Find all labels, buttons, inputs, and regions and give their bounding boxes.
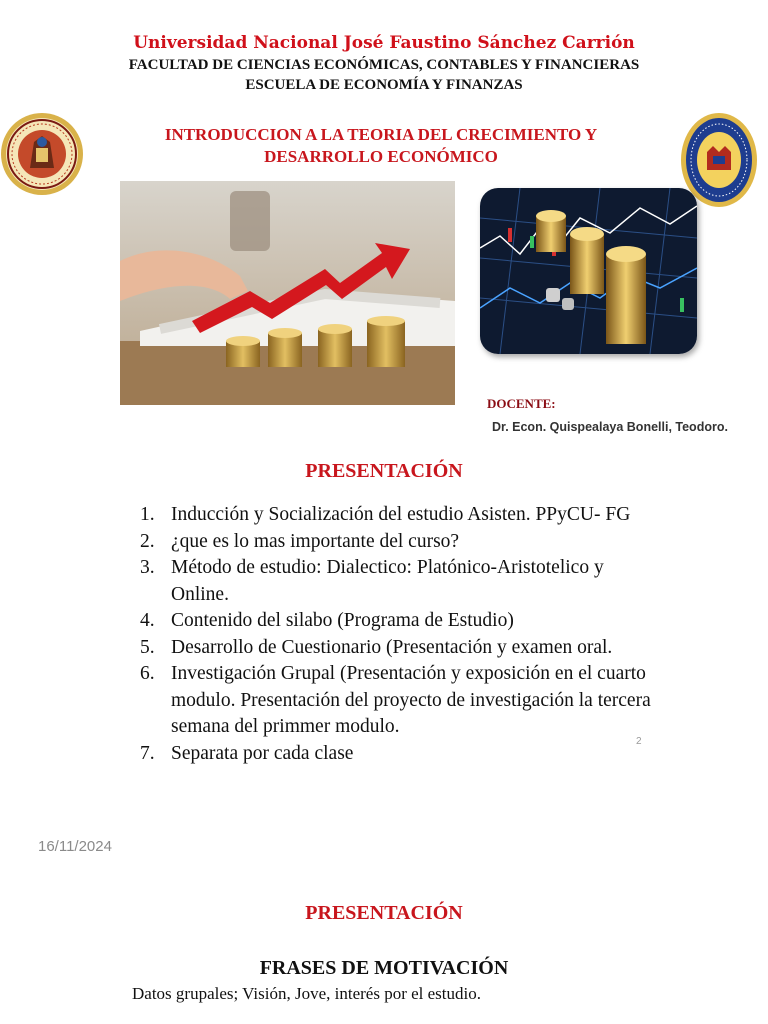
title-line-2: DESARROLLO ECONÓMICO: [264, 147, 498, 166]
presentation-list: [130, 502, 660, 767]
list-item-text: Método de estudio: Dialectico: Platónico-Aristotelico y Online.: [171, 557, 604, 605]
list-item-number: 7.: [140, 742, 155, 764]
list-item: [130, 529, 660, 556]
faculty-name: FACULTAD DE CIENCIAS ECONÓMICAS, CONTABLES Y FINANCIERAS: [128, 57, 640, 73]
list-item-text: Contenido del silabo (Programa de Estudio): [171, 610, 514, 631]
slide2-subheading: FRASES DE MOTIVACIÓN: [259, 957, 509, 979]
docente-name: Dr. Econ. Quispealaya Bonelli, Teodoro.: [492, 420, 728, 434]
page-number: 2: [636, 736, 642, 747]
coins-stock-chart-photo: [480, 188, 697, 354]
list-item-number: 2.: [140, 530, 155, 552]
title-line-1: INTRODUCCION A LA TEORIA DEL CRECIMIENTO Y: [164, 125, 598, 144]
list-item-text: Investigación Grupal (Presentación y exposición en el cuarto modulo. Presentación del proyecto de investigación la tercera semana del primmer modulo.: [171, 663, 651, 737]
list-item-number: 3.: [140, 557, 155, 578]
list-item-number: 6.: [140, 663, 155, 684]
slide2-heading: PRESENTACIÓN: [305, 902, 463, 924]
list-item-text: Desarrollo de Cuestionario (Presentación y examen oral.: [171, 636, 613, 658]
list-item: [130, 555, 660, 608]
list-item: [130, 502, 660, 529]
list-item-number: 1.: [140, 504, 155, 525]
growth-coins-photo: [120, 181, 455, 405]
docente-label: DOCENTE:: [487, 396, 556, 411]
list-item: [130, 741, 660, 768]
list-item-number: 5.: [140, 636, 155, 658]
document-title: [130, 124, 632, 168]
slide1-heading: PRESENTACIÓN: [305, 460, 463, 482]
list-item: [130, 661, 660, 741]
list-item-text: Separata por cada clase: [171, 742, 354, 764]
university-seal-left: [0, 112, 84, 196]
university-name: Universidad Nacional José Faustino Sánchez Carrión: [133, 33, 635, 53]
list-item-text: ¿que es lo mas importante del curso?: [171, 530, 460, 552]
slide2-text: Datos grupales; Visión, Jove, interés por el estudio.: [132, 984, 481, 1003]
list-item-text: Inducción y Socialización del estudio Asisten. PPyCU- FG: [171, 504, 631, 525]
slide-date: 16/11/2024: [38, 838, 112, 855]
school-name: ESCUELA DE ECONOMÍA Y FINANZAS: [245, 77, 523, 93]
list-item: [130, 635, 660, 662]
list-item: [130, 608, 660, 635]
list-item-number: 4.: [140, 610, 155, 631]
